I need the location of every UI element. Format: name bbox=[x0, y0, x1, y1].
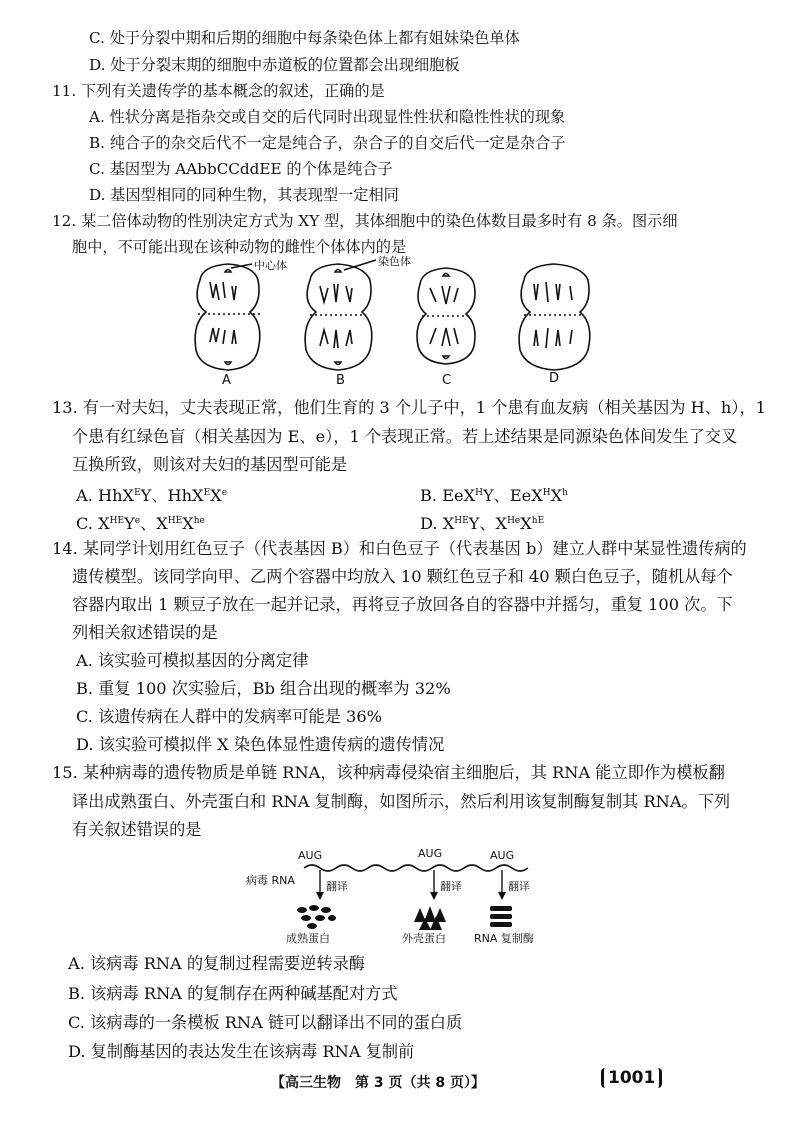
q11-option-b: B. 纯合子的杂交后代不一定是纯合子，杂合子的自交后代一定是杂合子 bbox=[89, 134, 566, 152]
page-footer: 【高三生物 第 3 页（共 8 页）】 bbox=[271, 1075, 485, 1091]
q15-option-a: A. 该病毒 RNA 的复制过程需要逆转录酶 bbox=[68, 954, 365, 973]
q11-option-c: C. 基因型为 AAbbCCddEE 的个体是纯合子 bbox=[89, 160, 393, 178]
q11-option-d: D. 基因型相同的同种生物，其表现型一定相同 bbox=[89, 186, 399, 204]
q14-option-b: B. 重复 100 次实验后，Bb 组合出现的概率为 32% bbox=[76, 679, 451, 698]
cell-label-d: D bbox=[549, 371, 560, 386]
q15-stem-line3: 有关叙述错误的是 bbox=[72, 820, 202, 839]
q15-stem-line1: 15. 某种病毒的遗传物质是单链 RNA，该种病毒侵染宿主细胞后，其 RNA 能立即作为模板翻 bbox=[52, 763, 725, 782]
q10-option-d: D. 处于分裂末期的细胞中赤道板的位置都会出现细胞板 bbox=[89, 56, 460, 74]
translate-label-1: 翻译 bbox=[326, 880, 348, 893]
codon-label-3: AUG bbox=[490, 849, 515, 862]
q13-option-c: C. $X^{HE}Y^e$、$X^{HE}X^{he}$ bbox=[76, 514, 205, 533]
cell-division-figure bbox=[180, 258, 620, 388]
q13-option-d: D. $X^{HE}Y$、$X^{He}X^{hE}$ bbox=[420, 514, 545, 533]
q14-option-c: C. 该遗传病在人群中的发病率可能是 36% bbox=[76, 707, 383, 726]
cell-c bbox=[417, 268, 475, 364]
q13-option-a-prefix: A. bbox=[76, 486, 98, 505]
centrosome-label: 中心体 bbox=[254, 259, 287, 272]
q14-stem-line1: 14. 某同学计划用红色豆子（代表基因 B）和白色豆子（代表基因 b）建立人群中某显性遗传病的 bbox=[52, 539, 747, 558]
q14-stem-line3: 容器内取出 1 颗豆子放在一起并记录，再将豆子放回各自的容器中并摇匀，重复 100 次。下 bbox=[72, 595, 733, 614]
codon-label-2: AUG bbox=[418, 847, 443, 860]
virus-rna-label: 病毒 RNA bbox=[246, 874, 295, 887]
mature-protein-label: 成熟蛋白 bbox=[286, 932, 330, 945]
q15-stem-line2: 译出成熟蛋白、外壳蛋白和 RNA 复制酶，如图所示，然后利用该复制酶复制其 RNA。下列 bbox=[72, 792, 731, 811]
q13-option-d-prefix: D. bbox=[420, 514, 443, 533]
q14-stem-line4: 列相关叙述错误的是 bbox=[72, 623, 218, 642]
q14-stem-line2: 遗传模型。该同学向甲、乙两个容器中均放入 10 颗红色豆子和 40 颗白色豆子，随机从每个 bbox=[72, 567, 733, 586]
q13-stem-line2: 个患有红绿色盲（相关基因为 E、e），1 个表现正常。若上述结果是同源染色体间发生了交叉 bbox=[72, 427, 738, 446]
q13-option-a: A. HhX$^E$Y、HhX$^E$Xe bbox=[76, 486, 228, 505]
coat-protein-label: 外壳蛋白 bbox=[402, 932, 446, 945]
cell-a bbox=[195, 264, 260, 370]
q10-option-c: C. 处于分裂中期和后期的细胞中每条染色体上都有姐妹染色单体 bbox=[89, 29, 520, 47]
q12-stem-line2: 胞中，不可能出现在该种动物的雌性个体体内的是 bbox=[72, 238, 407, 256]
q13-option-b: B. EeX$^H$Y、$EeX^HX^h$ bbox=[420, 486, 568, 505]
cell-d bbox=[519, 264, 590, 370]
replicase-label: RNA 复制酶 bbox=[474, 932, 534, 945]
translate-label-3: 翻译 bbox=[508, 880, 530, 893]
codon-label-1: AUG bbox=[298, 849, 323, 862]
q13-stem-line3: 互换所致，则该对夫妇的基因型可能是 bbox=[72, 455, 348, 474]
q13-option-c-prefix: C. bbox=[76, 514, 99, 533]
cell-b bbox=[305, 264, 372, 370]
q14-option-a: A. 该实验可模拟基因的分离定律 bbox=[76, 651, 309, 670]
q15-option-c: C. 该病毒的一条模板 RNA 链可以翻译出不同的蛋白质 bbox=[68, 1013, 463, 1032]
cell-label-c: C bbox=[442, 373, 452, 388]
q12-stem-line1: 12. 某二倍体动物的性别决定方式为 XY 型，其体细胞中的染色体数目最多时有 8 条。图示细 bbox=[52, 212, 678, 230]
cell-label-a: A bbox=[222, 373, 231, 388]
q15-option-b: B. 该病毒 RNA 的复制存在两种碱基配对方式 bbox=[68, 984, 398, 1003]
translate-label-2: 翻译 bbox=[440, 880, 462, 893]
q11-option-a: A. 性状分离是指杂交或自交的后代同时出现显性性状和隐性性状的现象 bbox=[89, 108, 566, 126]
q14-option-d: D. 该实验可模拟伴 X 染色体显性遗传病的遗传情况 bbox=[76, 735, 445, 754]
paper-code: 1001 bbox=[601, 1068, 662, 1088]
q11-stem: 11. 下列有关遗传学的基本概念的叙述，正确的是 bbox=[52, 82, 385, 100]
chromosome-label: 染色体 bbox=[378, 255, 411, 268]
cell-label-b: B bbox=[336, 373, 345, 388]
q15-option-d: D. 复制酶基因的表达发生在该病毒 RNA 复制前 bbox=[68, 1042, 415, 1061]
q13-option-b-prefix: B. bbox=[420, 486, 443, 505]
q13-stem-line1: 13. 有一对夫妇，丈夫表现正常，他们生育的 3 个儿子中，1 个患有血友病（相关基因为 H、h），1 bbox=[52, 398, 766, 417]
